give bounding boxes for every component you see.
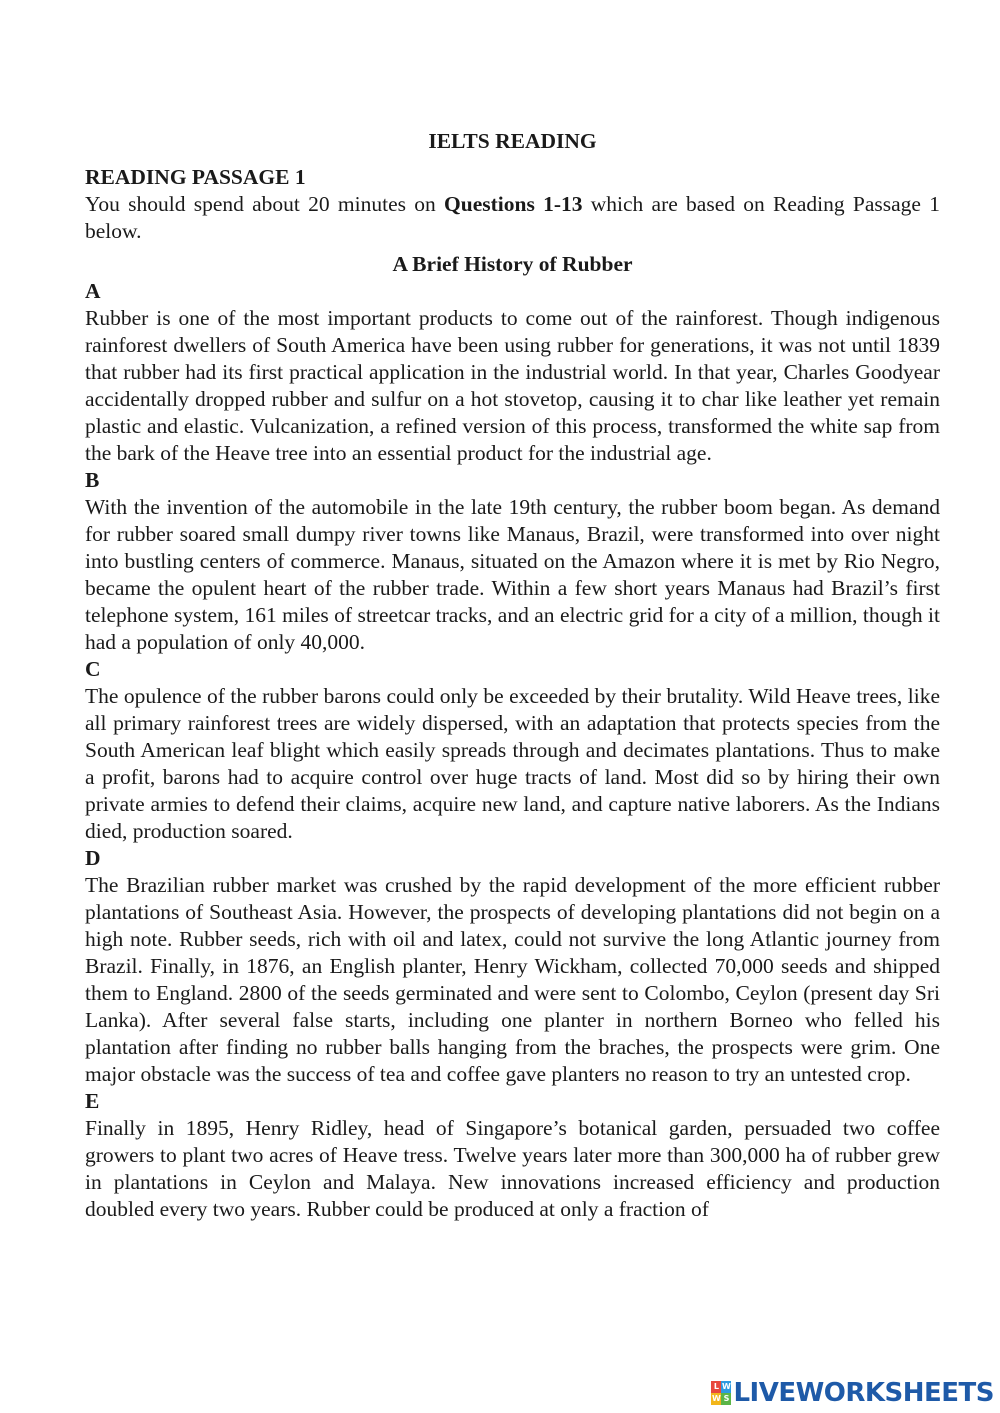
instructions — [85, 191, 940, 245]
section-paragraph: The opulence of the rubber barons could only be exceeded by their brutality. Wild Heave trees, like all primary rainforest trees are widely dispersed, with an adaptation that protects species from the South American leaf blight which easily spreads through and decimates plantations. Thus to make a profit, barons had to acquire control over huge tracts of land. Most did so by hiring their own private armies to defend their claims, acquire new land, and capture native laborers. As the Indians died, production soared. — [85, 684, 940, 843]
section-c — [85, 656, 940, 845]
section-paragraph: The Brazilian rubber market was crushed by the rapid development of the more efficient rubber plantations of Southeast Asia. However, the prospects of developing plantations did not begin on a high note. Rubber seeds, rich with oil and latex, could not survive the long Atlantic journey from Brazil. Finally, in 1876, an English planter, Henry Wickham, collected 70,000 seeds and shipped them to England. 2800 of the seeds germinated and were sent to Colombo, Ceylon (present day Sri Lanka). After several false starts, including one planter in northern Borneo who felled his plantation after finding no rubber balls hanging from the braches, the prospects were grim. One major obstacle was the success of tea and coffee gave planters no reason to try an untested crop. — [85, 873, 940, 1086]
logo-letter: W — [722, 1382, 731, 1391]
section-letter: B — [85, 468, 100, 492]
instructions-text-after: which are based on Reading Passage 1 below. — [85, 192, 940, 243]
section-letter: C — [85, 657, 101, 681]
liveworksheets-watermark — [711, 1378, 994, 1408]
section-letter: D — [85, 846, 101, 870]
section-paragraph: Rubber is one of the most important products to come out of the rainforest. Though indigenous rainforest dwellers of South America have been using rubber for generations, it was not until 1839 that rubber had its first practical application in the industrial world. In that year, Charles Goodyear accidentally dropped rubber and sulfur on a hot stovetop, causing it to char like leather yet remain plastic and elastic. Vulcanization, a refined version of this process, transformed the white sap from the bark of the Heave tree into an essential product for the industrial age. — [85, 306, 940, 465]
liveworksheets-logo-icon — [711, 1381, 731, 1405]
document-page — [85, 128, 940, 1223]
section-letter: E — [85, 1089, 100, 1113]
section-e — [85, 1088, 940, 1223]
section-a — [85, 278, 940, 467]
section-letter: A — [85, 279, 101, 303]
section-paragraph: With the invention of the automobile in the late 19th century, the rubber boom began. As demand for rubber soared small dumpy river towns like Manaus, Brazil, were transformed into over night into bustling centers of commerce. Manaus, situated on the Amazon where it is met by Rio Negro, became the opulent heart of the rubber trade. Within a few short years Manaus had Brazil’s first telephone system, 161 miles of streetcar tracks, and an electric grid for a city of a million, though it had a population of only 40,000. — [85, 495, 940, 654]
section-d — [85, 845, 940, 1088]
instructions-text-before: You should spend about 20 minutes on — [85, 192, 445, 216]
logo-letter: L — [711, 1381, 721, 1393]
section-paragraph: Finally in 1895, Henry Ridley, head of Singapore’s botanical garden, persuaded two coffee growers to plant two acres of Heave tress. Twelve years later more than 300,000 ha of rubber grew in plantations in Ceylon and Malaya. New innovations increased efficiency and production doubled every two years. Rubber could be produced at only a fraction of — [85, 1116, 940, 1221]
logo-letter: S — [721, 1393, 731, 1405]
instructions-questions-range: Questions 1-13 — [444, 192, 583, 216]
section-b — [85, 467, 940, 656]
passage-title: A Brief History of Rubber — [392, 252, 633, 276]
passage-heading: READING PASSAGE 1 — [85, 165, 306, 189]
watermark-text: LIVEWORKSHEETS — [733, 1378, 994, 1408]
logo-letter: W — [712, 1394, 721, 1403]
document-title: IELTS READING — [428, 129, 597, 153]
